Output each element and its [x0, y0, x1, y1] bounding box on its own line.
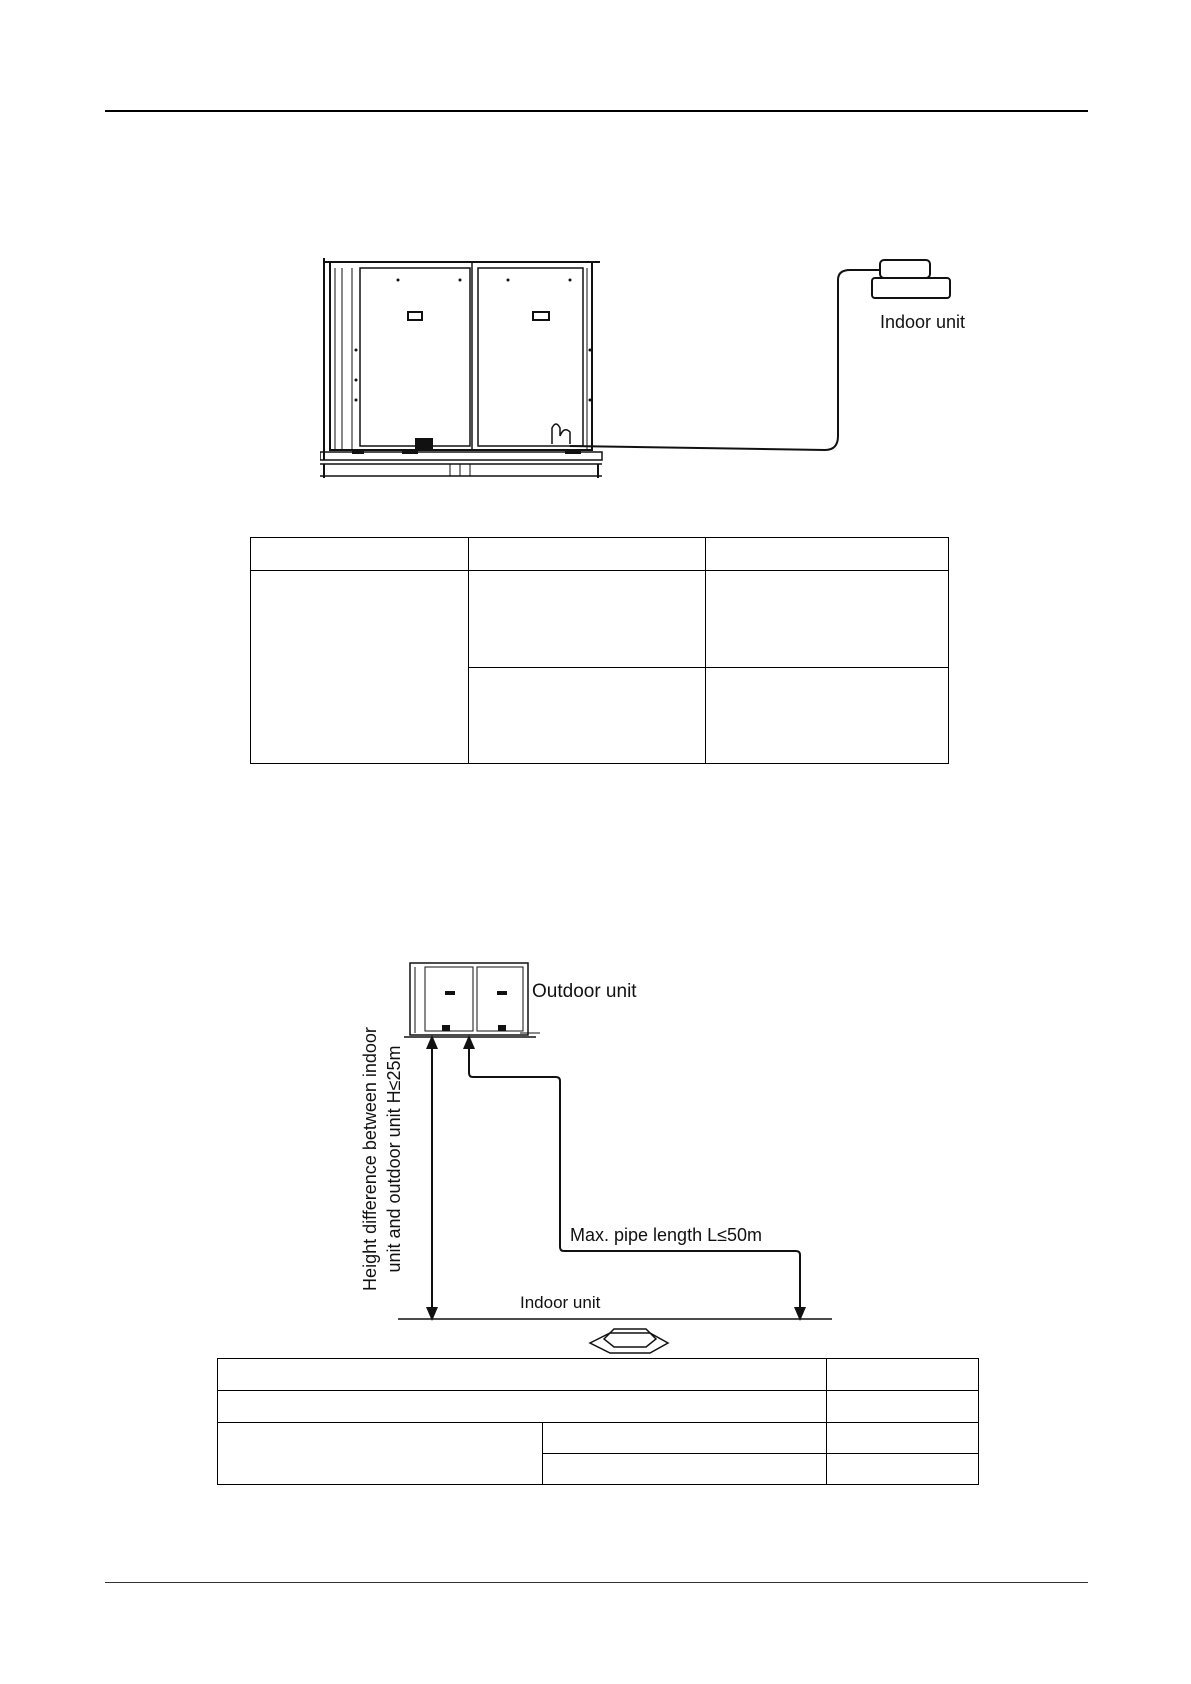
- table-cell: [543, 1454, 827, 1485]
- table-row: [218, 1423, 979, 1454]
- connection-pipe: [570, 270, 880, 450]
- table-row: [218, 1359, 979, 1391]
- left-handle: [408, 312, 422, 320]
- indoor-unit-top: [880, 260, 930, 278]
- pipe-route: [469, 1041, 800, 1313]
- table-row: [218, 1391, 979, 1423]
- right-panel: [478, 268, 583, 446]
- table-row: [251, 538, 949, 571]
- left-panel: [360, 268, 470, 446]
- piping-connection-drawing: [320, 250, 1000, 480]
- table-cell: [826, 1359, 978, 1391]
- indoor-unit-label-bottom: Indoor unit: [520, 1293, 601, 1312]
- piping-connection-figure: [320, 250, 1000, 480]
- piping-spec-table: [250, 537, 949, 764]
- pipe-length-label: Max. pipe length L≤50m: [570, 1225, 762, 1245]
- table-cell: [468, 668, 706, 764]
- grille-block: [415, 438, 433, 450]
- table-row: [251, 571, 949, 668]
- header-rule: [105, 110, 1088, 112]
- table-merged-cell: [218, 1423, 543, 1485]
- table-merged-cell: [251, 571, 469, 764]
- table-cell: [826, 1454, 978, 1485]
- indoor-cassette: [590, 1333, 668, 1353]
- table-cell: [468, 571, 706, 668]
- table-cell: [826, 1423, 978, 1454]
- footer-rule: [105, 1582, 1088, 1583]
- indoor-unit-label: Indoor unit: [880, 312, 966, 332]
- height-label-line1: Height difference between indoor: [360, 1027, 380, 1291]
- table-cell: [218, 1359, 827, 1391]
- installation-limits-figure: [360, 955, 880, 1355]
- table-header-cell: [251, 538, 469, 571]
- table-cell: [218, 1391, 827, 1423]
- table-cell: [706, 668, 949, 764]
- service-valves: [552, 424, 570, 444]
- table-cell: [543, 1423, 827, 1454]
- height-difference-label: [358, 979, 406, 1339]
- table-cell: [706, 571, 949, 668]
- table-header-cell: [706, 538, 949, 571]
- table-header-cell: [468, 538, 706, 571]
- right-handle: [533, 312, 549, 320]
- outdoor-unit-label: Outdoor unit: [532, 981, 637, 1002]
- indoor-unit-bottom: [872, 278, 950, 298]
- installation-limits-drawing: [360, 955, 880, 1355]
- outdoor-unit-small: [410, 963, 528, 1035]
- outdoor-unit-body: [330, 262, 592, 450]
- height-label-line2: unit and outdoor unit H≤25m: [384, 1045, 404, 1273]
- table-cell: [826, 1391, 978, 1423]
- installation-spec-table: [217, 1358, 979, 1485]
